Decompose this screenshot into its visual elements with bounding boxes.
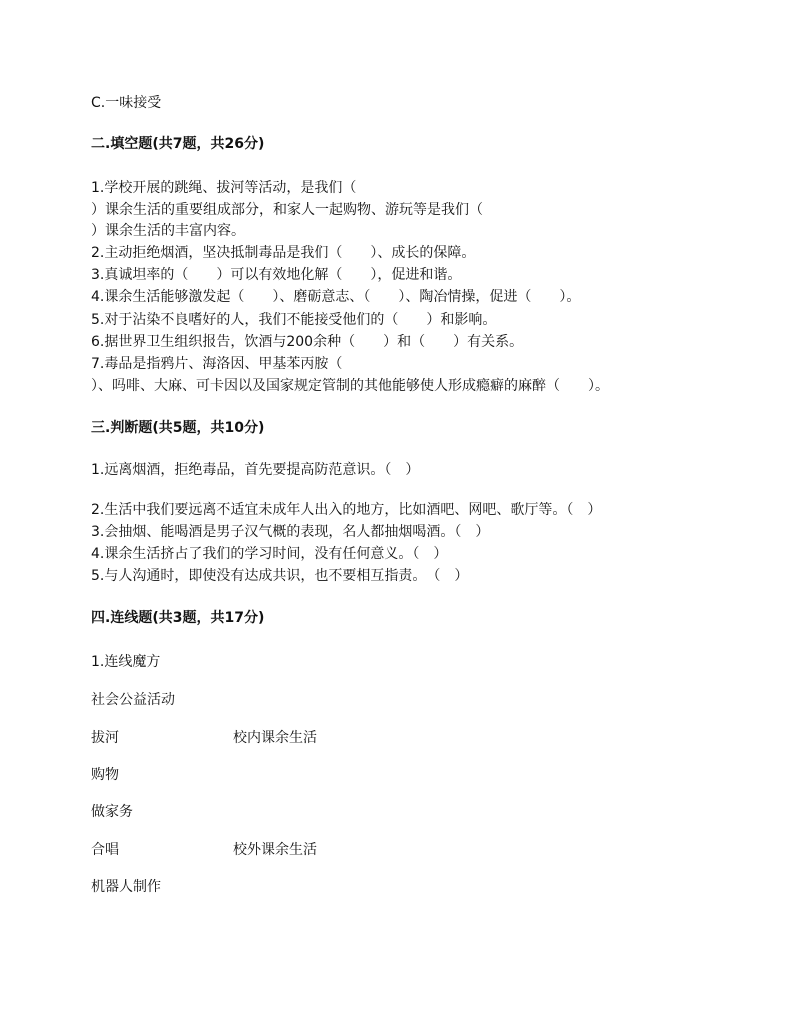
fill-line: 7.毒品是指鸦片、海洛因、甲基苯丙胺（ xyxy=(91,356,343,372)
fill-line: 5.对于沾染不良嗜好的人，我们不能接受他们的（ ）和影响。 xyxy=(91,312,497,328)
fill-line: ）、吗啡、大麻、可卡因以及国家规定管制的其他能够使人形成瘾癖的麻醉（ ）。 xyxy=(91,378,609,394)
section-3-heading: 三.判断题(共5题，共10分) xyxy=(91,420,265,436)
fill-line: ）课余生活的重要组成部分，和家人一起购物、游玩等是我们（ xyxy=(91,202,483,218)
fill-line: 2.主动拒绝烟酒，坚决抵制毒品是我们（ ）、成长的保障。 xyxy=(91,245,476,261)
fill-line: ）课余生活的丰富内容。 xyxy=(91,223,245,239)
match-left-item: 社会公益活动 xyxy=(91,692,175,708)
section-2-heading: 二.填空题(共7题，共26分) xyxy=(91,136,265,152)
fill-line: 6.据世界卫生组织报告，饮酒与200余种（ ）和（ ）有关系。 xyxy=(91,334,524,350)
judge-line: 1.远离烟酒，拒绝毒品，首先要提高防范意识。（ ） xyxy=(91,462,420,478)
match-left-item: 购物 xyxy=(91,767,119,783)
match-left-item: 合唱 xyxy=(91,842,119,858)
match-left-item: 拔河 xyxy=(91,730,119,746)
match-left-item: 机器人制作 xyxy=(91,879,161,895)
match-left-item: 做家务 xyxy=(91,804,133,820)
judge-line: 2.生活中我们要远离不适宜未成年人出入的地方，比如酒吧、网吧、歌厅等。（ ） xyxy=(91,502,602,518)
previous-option-c: C.一味接受 xyxy=(91,95,162,111)
fill-line: 4.课余生活能够激发起（ ）、磨砺意志、（ ）、陶冶情操，促进（ ）。 xyxy=(91,289,581,305)
section-4-heading: 四.连线题(共3题，共17分) xyxy=(91,610,265,626)
judge-line: 4.课余生活挤占了我们的学习时间，没有任何意义。（ ） xyxy=(91,546,448,562)
judge-line: 3.会抽烟、能喝酒是男子汉气概的表现，名人都抽烟喝酒。（ ） xyxy=(91,524,490,540)
matching-question-title: 1.连线魔方 xyxy=(91,654,161,670)
match-right-item: 校外课余生活 xyxy=(233,842,317,858)
judge-line: 5.与人沟通时，即使没有达成共识，也不要相互指责。 （ ） xyxy=(91,568,469,584)
fill-line: 1.学校开展的跳绳、拔河等活动，是我们（ xyxy=(91,180,357,196)
match-right-item: 校内课余生活 xyxy=(233,730,317,746)
fill-line: 3.真诚坦率的（ ）可以有效地化解（ ），促进和谐。 xyxy=(91,267,462,283)
